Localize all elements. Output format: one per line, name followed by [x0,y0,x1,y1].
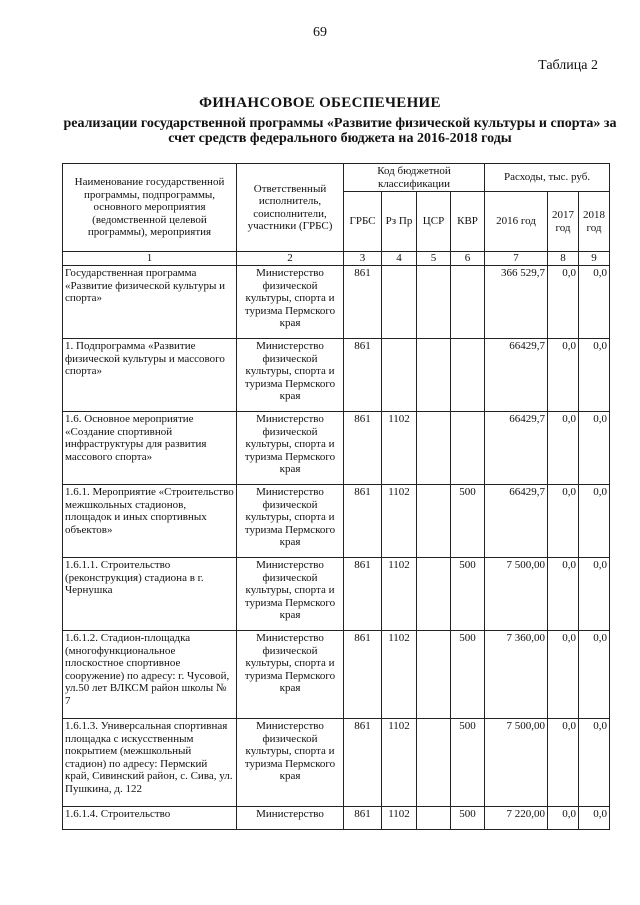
row-grbs: 861 [344,807,382,830]
row-2017: 0,0 [548,339,579,412]
header-2017: 2017 год [548,192,579,252]
column-number: 7 [485,252,548,266]
row-2018: 0,0 [579,631,610,719]
table-row [63,558,610,631]
table-row [63,485,610,558]
header-grbs: ГРБС [344,192,382,252]
header-expenses-group: Расходы, тыс. руб. [485,164,610,192]
row-rzpr: 1102 [382,558,417,631]
row-2018: 0,0 [579,807,610,830]
header-rzpr: Рз Пр [382,192,417,252]
row-responsible: Министерство физической культуры, спорта и туризма Пермского края [237,485,344,558]
row-name: Государственная программа «Развитие физической культуры и спорта» [63,266,237,339]
header-kvr: КВР [451,192,485,252]
row-grbs: 861 [344,719,382,807]
row-csr [417,339,451,412]
row-2017: 0,0 [548,485,579,558]
page-number: 69 [313,25,327,40]
row-rzpr: 1102 [382,412,417,485]
row-2016: 66429,7 [485,412,548,485]
financing-table [62,163,610,830]
row-rzpr: 1102 [382,807,417,830]
row-2018: 0,0 [579,558,610,631]
header-responsible: Ответственный исполнитель, соисполнители, участники (ГРБС) [237,164,344,252]
column-number: 8 [548,252,579,266]
row-2018: 0,0 [579,412,610,485]
row-kvr: 500 [451,485,485,558]
document-title: ФИНАНСОВОЕ ОБЕСПЕЧЕНИЕ [199,95,441,111]
row-2016: 7 360,00 [485,631,548,719]
row-csr [417,807,451,830]
row-2018: 0,0 [579,339,610,412]
row-name: 1.6.1.1. Строительство (реконструкция) стадиона в г. Чернушка [63,558,237,631]
row-2016: 7 500,00 [485,719,548,807]
row-2016: 66429,7 [485,485,548,558]
row-2017: 0,0 [548,412,579,485]
table-row [63,631,610,719]
row-csr [417,485,451,558]
table-row [63,412,610,485]
row-2016: 66429,7 [485,339,548,412]
row-rzpr: 1102 [382,631,417,719]
row-name: 1.6. Основное мероприятие «Создание спортивной инфраструктуры для развития массового спорта» [63,412,237,485]
row-grbs: 861 [344,631,382,719]
row-2017: 0,0 [548,558,579,631]
row-2016: 366 529,7 [485,266,548,339]
row-rzpr [382,266,417,339]
row-name: 1.6.1. Мероприятие «Строительство межшкольных стадионов, площадок и иных спортивных объектов» [63,485,237,558]
header-csr: ЦСР [417,192,451,252]
row-responsible: Министерство физической культуры, спорта и туризма Пермского края [237,558,344,631]
row-2017: 0,0 [548,266,579,339]
column-number: 6 [451,252,485,266]
row-kvr: 500 [451,807,485,830]
row-2016: 7 220,00 [485,807,548,830]
row-responsible: Министерство физической культуры, спорта и туризма Пермского края [237,631,344,719]
row-csr [417,631,451,719]
row-csr [417,558,451,631]
row-name: 1.6.1.3. Универсальная спортивная площадка с искусственным покрытием (межшкольный стадион) по адресу: Пермский край, Сивинский район, с. Сива, ул. Пушкина, д. 122 [63,719,237,807]
column-number: 5 [417,252,451,266]
table-row [63,807,610,830]
row-csr [417,412,451,485]
row-responsible: Министерство физической культуры, спорта и туризма Пермского края [237,266,344,339]
row-2017: 0,0 [548,719,579,807]
row-grbs: 861 [344,485,382,558]
row-kvr: 500 [451,719,485,807]
row-responsible: Министерство [237,807,344,830]
column-number: 1 [63,252,237,266]
row-kvr [451,339,485,412]
row-csr [417,266,451,339]
row-grbs: 861 [344,266,382,339]
row-grbs: 861 [344,339,382,412]
header-2018: 2018 год [579,192,610,252]
row-rzpr: 1102 [382,485,417,558]
row-kvr: 500 [451,631,485,719]
row-name: 1. Подпрограмма «Развитие физической культуры и массового спорта» [63,339,237,412]
header-code-group: Код бюджетной классификации [344,164,485,192]
row-kvr [451,412,485,485]
column-number: 3 [344,252,382,266]
row-grbs: 861 [344,412,382,485]
row-responsible: Министерство физической культуры, спорта и туризма Пермского края [237,719,344,807]
column-number-row [63,252,610,266]
row-csr [417,719,451,807]
row-kvr [451,266,485,339]
row-rzpr [382,339,417,412]
row-responsible: Министерство физической культуры, спорта и туризма Пермского края [237,412,344,485]
row-2017: 0,0 [548,631,579,719]
row-kvr: 500 [451,558,485,631]
column-number: 4 [382,252,417,266]
row-2016: 7 500,00 [485,558,548,631]
table-label: Таблица 2 [538,58,598,73]
row-rzpr: 1102 [382,719,417,807]
column-number: 9 [579,252,610,266]
row-2018: 0,0 [579,719,610,807]
header-name: Наименование государственной программы, подпрограммы, основного мероприятия (ведомственной целевой программы), мероприятия [63,164,237,252]
row-grbs: 861 [344,558,382,631]
row-name: 1.6.1.4. Строительство [63,807,237,830]
table-row [63,339,610,412]
header-2016: 2016 год [485,192,548,252]
row-2017: 0,0 [548,807,579,830]
row-responsible: Министерство физической культуры, спорта и туризма Пермского края [237,339,344,412]
document-subtitle: реализации государственной программы «Развитие физической культуры и спорта» за счет средств федерального бюджета на 2016-2018 годы [63,116,617,146]
column-number: 2 [237,252,344,266]
row-2018: 0,0 [579,266,610,339]
table-row [63,719,610,807]
row-name: 1.6.1.2. Стадион-площадка (многофункциональное плоскостное спортивное сооружение) по адресу: г. Чусовой, ул.50 лет ВЛКСМ район школы № 7 [63,631,237,719]
table-row [63,266,610,339]
row-2018: 0,0 [579,485,610,558]
